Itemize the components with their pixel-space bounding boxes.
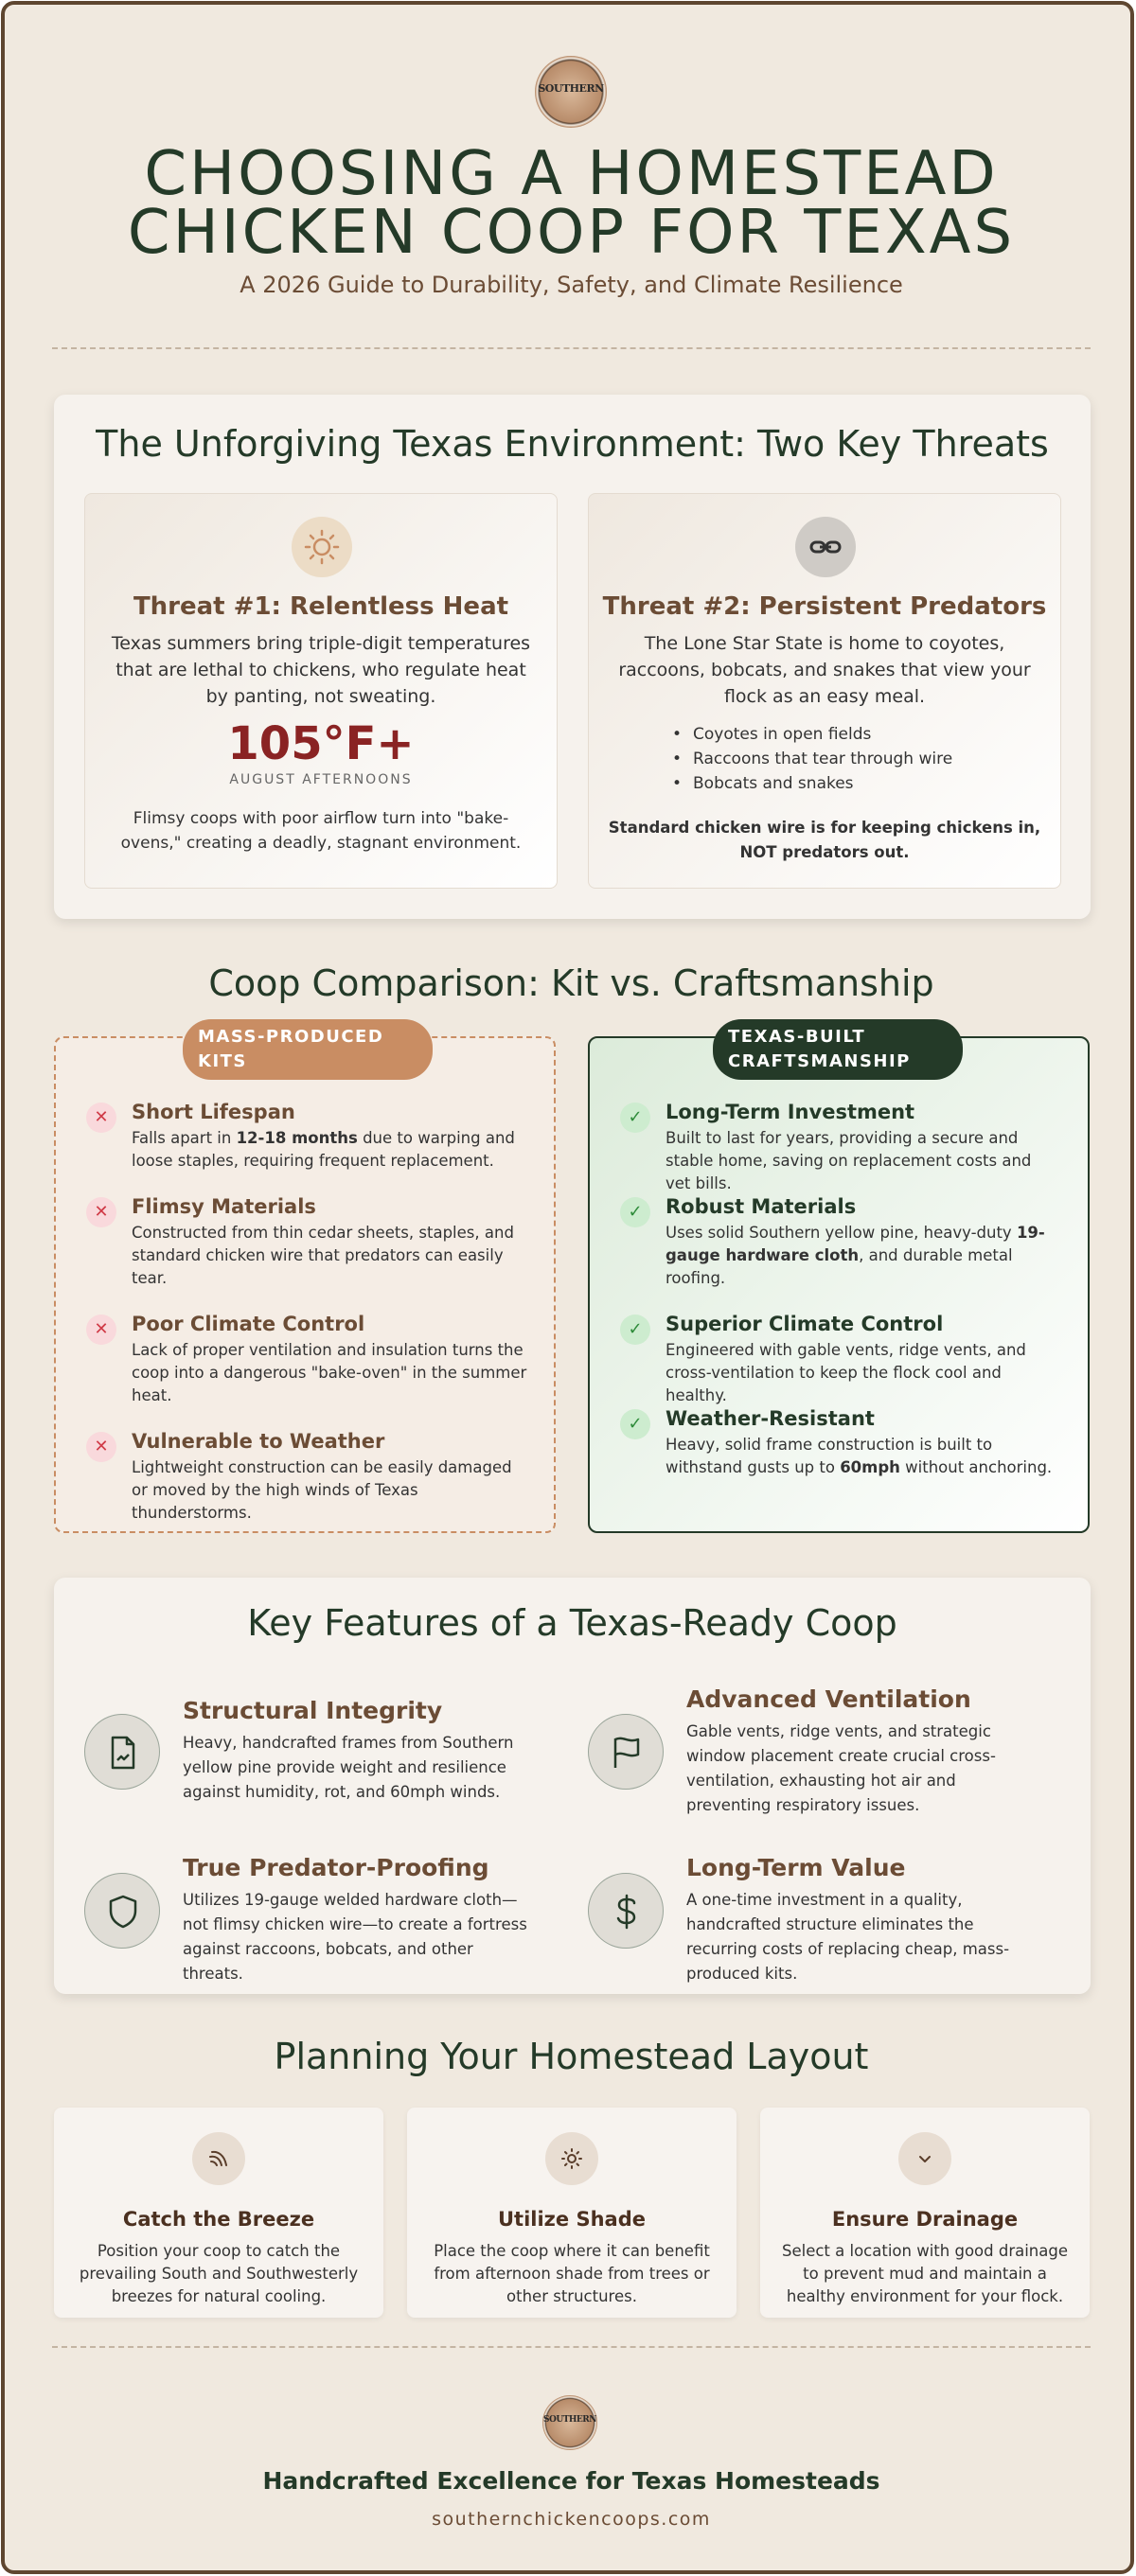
- divider: [52, 2346, 1091, 2348]
- predator-bullet: • Bobcats and snakes: [693, 774, 854, 793]
- craft-item-title: Weather-Resistant: [666, 1407, 875, 1430]
- page-subtitle: A 2026 Guide to Durability, Safety, and Climate Resilience: [240, 272, 903, 298]
- planning-title: Utilize Shade: [498, 2208, 646, 2231]
- feature-item: [558, 1850, 1031, 2002]
- craft-item-text: Built to last for years, providing a secure and stable home, saving on replacement costs and vet bills.: [666, 1129, 1032, 1192]
- planning-item: [760, 2108, 1090, 2318]
- feature-title: Long-Term Value: [686, 1854, 906, 1881]
- threats-card: [54, 395, 1091, 919]
- predator-bullet: • Raccoons that tear through wire: [693, 750, 952, 768]
- sun-icon: [292, 517, 352, 577]
- threats-heading: The Unforgiving Texas Environment: Two Key Threats: [96, 423, 1049, 465]
- planning-item: [54, 2108, 383, 2318]
- title-line-1: CHOOSING A HOMESTEAD: [144, 139, 999, 209]
- craft-item-title: Robust Materials: [666, 1195, 857, 1218]
- footer-logo: [542, 2395, 597, 2450]
- kit-item-text: Lack of proper ventilation and insulation turns the coop into a dangerous "bake-oven" in the summer heat.: [132, 1341, 527, 1404]
- temperature-caption: AUGUST AFTERNOONS: [229, 772, 413, 787]
- check-icon: ✓: [620, 1197, 650, 1227]
- threat-heat-card: [84, 493, 558, 889]
- threat-predators-title: Threat #2: Persistent Predators: [602, 592, 1047, 621]
- comparison-heading: Coop Comparison: Kit vs. Craftsmanship: [208, 962, 934, 1004]
- footer-title: Handcrafted Excellence for Texas Homesteads: [262, 2467, 880, 2495]
- sun-icon: [545, 2132, 598, 2185]
- planning-title: Ensure Drainage: [831, 2208, 1019, 2231]
- threat-predators-text: The Lone Star State is home to coyotes, raccoons, bobcats, and snakes that view your flock as an easy meal.: [618, 633, 1031, 707]
- note-line-2: NOT predators out.: [739, 843, 910, 861]
- kit-item-text: Lightweight construction can be easily damaged or moved by the high winds of Texas thunderstorms.: [132, 1458, 512, 1522]
- feature-item: [54, 1850, 527, 2002]
- planning-text: Position your coop to catch the prevailing South and Southwesterly breezes for natural cooling.: [79, 2242, 359, 2305]
- divider: [52, 347, 1091, 349]
- feature-item: [54, 1691, 527, 1843]
- kit-item-text: Constructed from thin cedar sheets, staples, and standard chicken wire that predators can easily tear.: [132, 1224, 514, 1287]
- craft-item-title: Superior Climate Control: [666, 1313, 944, 1335]
- check-icon: ✓: [620, 1103, 650, 1133]
- logo-text: SOUTHERN: [538, 82, 604, 95]
- planning-text: Place the coop where it can benefit from afternoon shade from trees or other structures.: [434, 2242, 710, 2305]
- page-frame: [1, 1, 1134, 2574]
- threat-predators-note: [608, 816, 1041, 865]
- craft-badge-line-2: CRAFTSMANSHIP: [728, 1051, 911, 1071]
- threat-heat-title: Threat #1: Relentless Heat: [133, 592, 509, 621]
- footer-url[interactable]: southernchickencoops.com: [432, 2509, 711, 2530]
- kit-badge-line-1: MASS-PRODUCED: [198, 1027, 384, 1047]
- x-icon: ✕: [86, 1103, 116, 1133]
- check-icon: ✓: [620, 1314, 650, 1345]
- feature-text: Gable vents, ridge vents, and strategic window placement create crucial cross-ventilation, exhausting hot air and preventing respiratory issues.: [686, 1722, 996, 1814]
- craft-item-text: Uses solid Southern yellow pine, heavy-duty 19-gauge hardware cloth, and durable metal roofing.: [666, 1224, 1045, 1287]
- planning-text: Select a location with good drainage to prevent mud and maintain a healthy environment for your flock.: [782, 2242, 1068, 2305]
- features-card: [54, 1578, 1091, 1994]
- craft-column: [588, 1027, 1090, 1533]
- threat-heat-note: Flimsy coops with poor airflow turn into "bake-ovens," creating a deadly, stagnant environment.: [120, 809, 522, 853]
- kit-item-title: Flimsy Materials: [132, 1195, 316, 1218]
- feature-text: A one-time investment in a quality, handcrafted structure eliminates the recurring costs of replacing cheap, mass-produced kits.: [686, 1891, 1010, 1983]
- planning-title: Catch the Breeze: [122, 2208, 315, 2231]
- craft-item-text: Heavy, solid frame construction is built to withstand gusts up to 60mph without anchoring.: [666, 1436, 1053, 1476]
- planning-item: [407, 2108, 737, 2318]
- page-title: [5, 139, 1136, 268]
- craft-badge-line-1: TEXAS-BUILT: [728, 1027, 866, 1047]
- chevron-down-icon: [898, 2132, 951, 2185]
- threat-predators-card: [588, 493, 1061, 889]
- craft-badge: [713, 1019, 963, 1080]
- title-line-2: CHICKEN COOP FOR TEXAS: [127, 198, 1016, 268]
- feature-title: True Predator-Proofing: [183, 1854, 489, 1881]
- feature-item: [558, 1685, 1031, 1843]
- x-icon: ✕: [86, 1314, 116, 1345]
- dollar-icon: [588, 1873, 664, 1949]
- feature-title: Structural Integrity: [183, 1697, 443, 1724]
- paw-link-icon: [795, 517, 856, 577]
- kit-badge-line-2: KITS: [198, 1051, 247, 1071]
- kit-column: [54, 1027, 556, 1533]
- feature-text: Heavy, handcrafted frames from Southern yellow pine provide weight and resilience against humidity, rot, and 60mph winds.: [183, 1734, 514, 1801]
- feature-title: Advanced Ventilation: [686, 1685, 971, 1713]
- threat-heat-text: Texas summers bring triple-digit temperatures that are lethal to chickens, who regulate heat by panting, not sweating.: [111, 633, 531, 707]
- craft-item-title: Long-Term Investment: [666, 1101, 915, 1123]
- note-line-1: Standard chicken wire is for keeping chickens in,: [608, 819, 1041, 837]
- check-icon: ✓: [620, 1409, 650, 1439]
- kit-badge: [183, 1019, 433, 1080]
- document-icon: [84, 1714, 160, 1790]
- brand-logo: [535, 56, 607, 128]
- shield-icon: [84, 1873, 160, 1949]
- wind-icon: [192, 2132, 245, 2185]
- planning-heading: Planning Your Homestead Layout: [274, 2036, 869, 2077]
- feature-text: Utilizes 19-gauge welded hardware cloth—not flimsy chicken wire—to create a fortress against raccoons, bobcats, and other threats.: [183, 1891, 527, 1983]
- features-heading: Key Features of a Texas-Ready Coop: [247, 1602, 897, 1644]
- temperature-stat: 105°F+: [227, 717, 415, 770]
- x-icon: ✕: [86, 1432, 116, 1462]
- kit-item-title: Vulnerable to Weather: [132, 1430, 385, 1453]
- kit-item-title: Poor Climate Control: [132, 1313, 365, 1335]
- kit-item-title: Short Lifespan: [132, 1101, 295, 1123]
- kit-item-text: Falls apart in 12-18 months due to warping and loose staples, requiring frequent replacement.: [132, 1129, 515, 1170]
- flag-icon: [588, 1714, 664, 1790]
- x-icon: ✕: [86, 1197, 116, 1227]
- craft-item-text: Engineered with gable vents, ridge vents, and cross-ventilation to keep the flock cool and healthy.: [666, 1341, 1026, 1404]
- footer-logo-text: SOUTHERN: [543, 2415, 596, 2425]
- predator-bullet: • Coyotes in open fields: [693, 725, 871, 744]
